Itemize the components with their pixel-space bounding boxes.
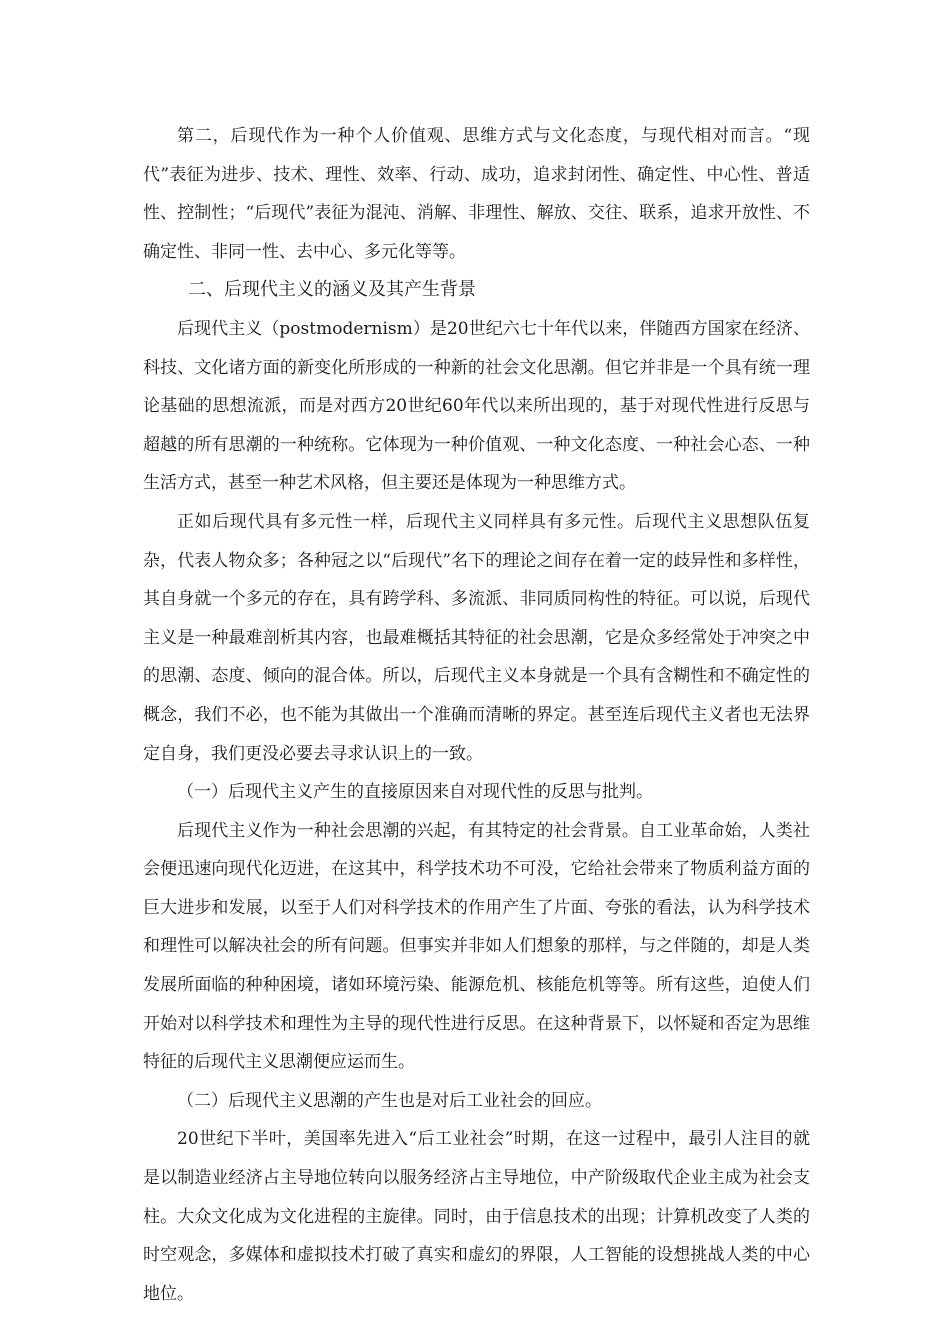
section-heading-postmodernism-meaning: 二、后现代主义的涵义及其产生背景 <box>188 279 476 301</box>
subheading-post-industrial-response: （二）后现代主义思潮的产生也是对后工业社会的回应。 <box>177 1090 602 1111</box>
paragraph-postmodernism-definition: 后现代主义（postmodernism）是20世纪六七十年代以来，伴随西方国家在经济、科技、文化诸方面的新变化所形成的一种新的社会文化思潮。但它并非是一个具有统一理论基础的思想流派，而是对西方20世纪60年代以来所出现的，基于对现代性进行反思与超越的所有思潮的一种统称。它体现为一种价值观、一种文化态度、一种社会心态、一种生活方式，甚至一种艺术风格，但主要还是体现为一种思维方式。 <box>143 318 810 494</box>
paragraph-postmodernism-plurality: 正如后现代具有多元性一样，后现代主义同样具有多元性。后现代主义思想队伍复杂，代表人物众多；各种冠之以“后现代”名下的理论之间存在着一定的歧异性和多样性，其自身就一个多元的存在，具有跨学科、多流派、非同质同构性的特征。可以说，后现代主义是一种最难剖析其内容，也最难概括其特征的社会思潮，它是众多经常处于冲突之中的思潮、态度、倾向的混合体。所以，后现代主义本身就是一个具有含糊性和不确定性的概念，我们不必，也不能为其做出一个准确而清晰的界定。甚至连后现代主义者也无法界定自身，我们更没必要去寻求认识上的一致。 <box>143 511 810 764</box>
document-body <box>143 117 810 1313</box>
paragraph-social-background: 后现代主义作为一种社会思潮的兴起，有其特定的社会背景。自工业革命始，人类社会便迅速向现代化迈进，在这其中，科学技术功不可没，它给社会带来了物质利益方面的巨大进步和发展，以至于人们对科学技术的作用产生了片面、夸张的看法，认为科学技术和理性可以解决社会的所有问题。但事实并非如人们想象的那样，与之伴随的，却是人类发展所面临的种种困境，诸如环境污染、能源危机、核能危机等等。所有这些，迫使人们开始对以科学技术和理性为主导的现代性进行反思。在这种背景下，以怀疑和否定为思维特征的后现代主义思潮便应运而生。 <box>143 820 810 1073</box>
subheading-direct-cause: （一）后现代主义产生的直接原因来自对现代性的反思与批判。 <box>177 782 653 803</box>
paragraph-post-industrial-society: 20世纪下半叶，美国率先进入“后工业社会”时期，在这一过程中，最引人注目的就是以制造业经济占主导地位转向以服务经济占主导地位，中产阶级取代企业主成为社会支柱。大众文化成为文化进程的主旋律。同时，由于信息技术的出现；计算机改变了人类的时空观念，多媒体和虚拟技术打破了真实和虚幻的界限，人工智能的设想挑战人类的中心地位。 <box>143 1129 810 1304</box>
paragraph-modern-vs-postmodern: 第二，后现代作为一种个人价值观、思维方式与文化态度，与现代相对而言。“现代”表征为进步、技术、理性、效率、行动、成功，追求封闭性、确定性、中心性、普适性、控制性；“后现代”表征为混沌、消解、非理性、解放、交往、联系，追求开放性、不确定性、非同一性、去中心、多元化等等。 <box>143 126 810 262</box>
